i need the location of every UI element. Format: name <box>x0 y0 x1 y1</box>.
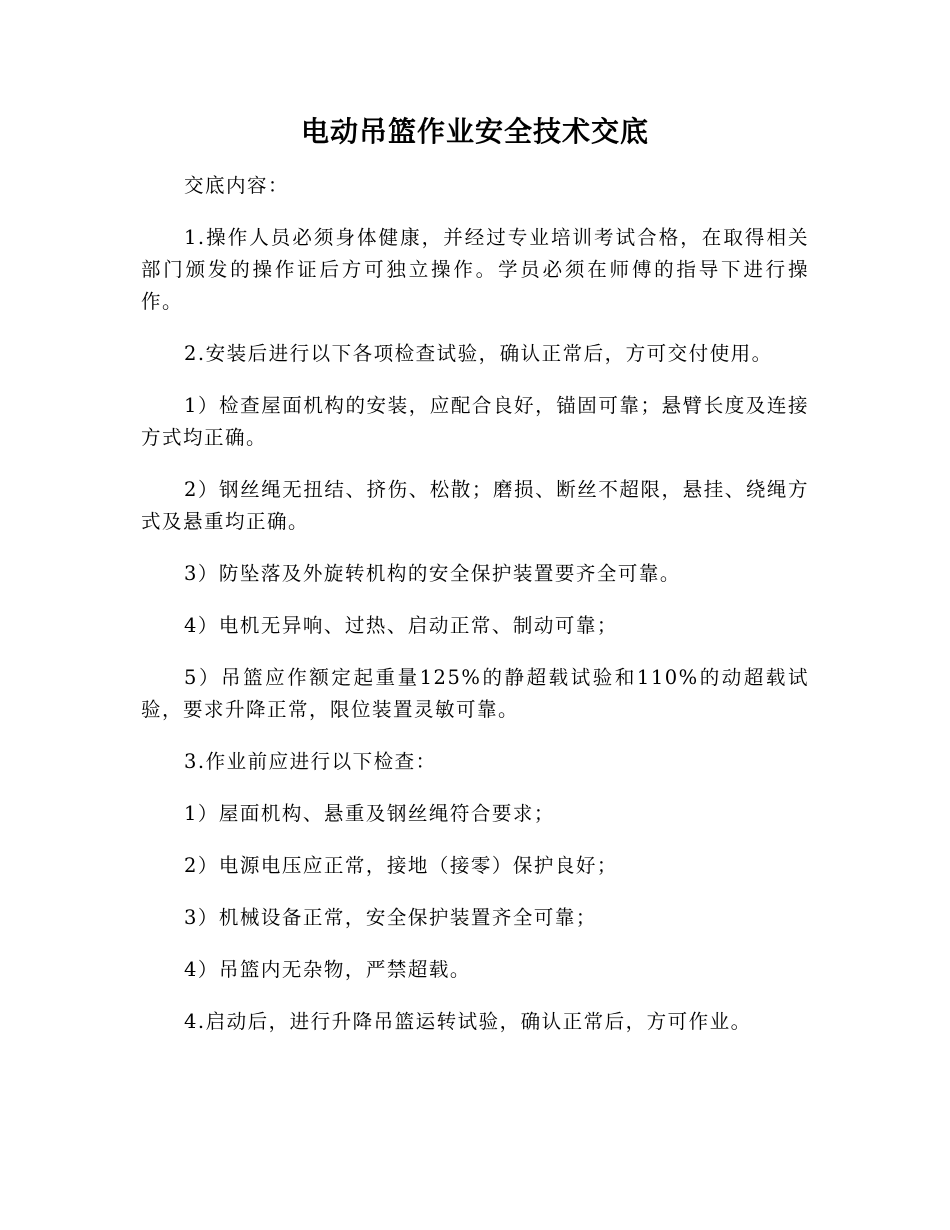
paragraph-subitem-2-5: 5）吊篮应作额定起重量125%的静超载试验和110%的动超载试验，要求升降正常，限位装置灵敏可靠。 <box>141 666 809 721</box>
paragraph-intro: 交底内容： <box>184 174 290 197</box>
paragraph-subitem-2-3: 3）防坠落及外旋转机构的安全保护装置要齐全可靠。 <box>184 562 681 585</box>
paragraph-subitem-2-1: 1）检查屋面机构的安装，应配合良好，锚固可靠；悬臂长度及连接方式均正确。 <box>141 394 809 449</box>
paragraph-item-1: 1.操作人员必须身体健康，并经过专业培训考试合格，在取得相关部门颁发的操作证后方可独立操作。学员必须在师傅的指导下进行操作。 <box>141 226 809 313</box>
paragraph-item-2: 2.安装后进行以下各项检查试验，确认正常后，方可交付使用。 <box>184 342 773 365</box>
paragraph-subitem-3-3: 3）机械设备正常，安全保护装置齐全可靠； <box>184 906 597 929</box>
paragraph-subitem-2-2: 2）钢丝绳无扭结、挤伤、松散；磨损、断丝不超限，悬挂、绕绳方式及悬重均正确。 <box>141 478 809 533</box>
paragraph-item-4: 4.启动后，进行升降吊篮运转试验，确认正常后，方可作业。 <box>184 1010 752 1033</box>
paragraph-subitem-3-2: 2）电源电压应正常，接地（接零）保护良好； <box>184 854 618 877</box>
paragraph-subitem-2-4: 4）电机无异响、过热、启动正常、制动可靠； <box>184 614 618 637</box>
paragraph-item-3: 3.作业前应进行以下检查： <box>184 750 437 773</box>
paragraph-subitem-3-1: 1）屋面机构、悬重及钢丝绳符合要求； <box>184 802 555 825</box>
document-title: 电动吊篮作业安全技术交底 <box>300 115 649 148</box>
paragraph-subitem-3-4: 4）吊篮内无杂物，严禁超载。 <box>184 958 471 981</box>
document-body <box>141 170 809 1058</box>
